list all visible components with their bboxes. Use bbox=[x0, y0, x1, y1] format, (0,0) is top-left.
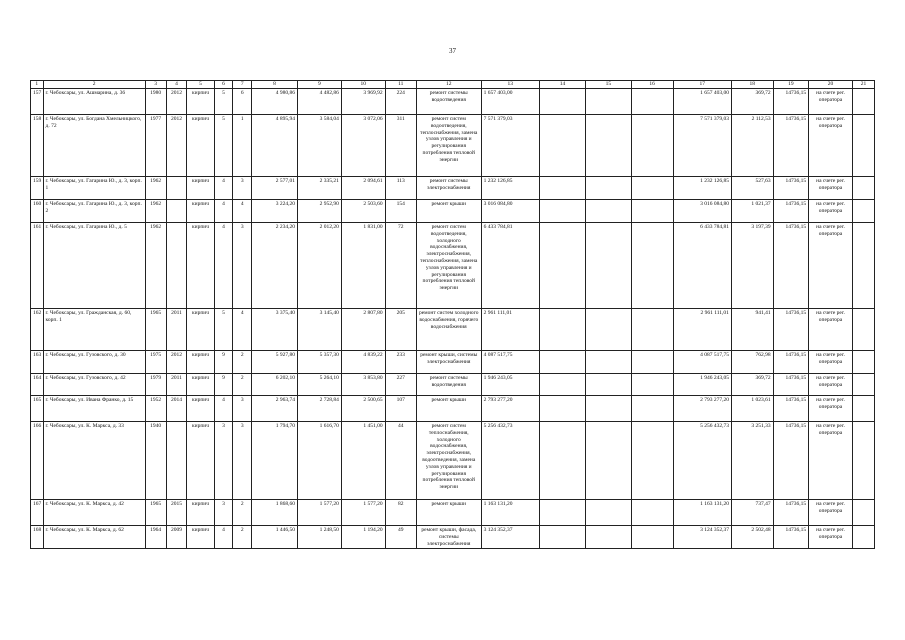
column-number-cell: 1 bbox=[31, 81, 44, 89]
cell-c15 bbox=[585, 526, 631, 549]
cell-acc: на счете рег. оператора bbox=[809, 422, 853, 500]
table-row bbox=[31, 526, 875, 549]
column-number-cell: 2 bbox=[43, 81, 145, 89]
cell-a3: 3 072,06 bbox=[341, 115, 385, 177]
cell-c15 bbox=[585, 374, 631, 396]
cell-own: 2 793 277,20 bbox=[673, 396, 731, 422]
column-number-row bbox=[31, 81, 875, 89]
cell-sum: 2 793 277,20 bbox=[481, 396, 539, 422]
cell-c21 bbox=[852, 422, 874, 500]
cell-fl: 9 bbox=[214, 351, 233, 374]
cell-res: 82 bbox=[385, 500, 416, 526]
cell-n: 160 bbox=[31, 200, 44, 223]
cell-y2: 2009 bbox=[166, 526, 187, 549]
cell-y1: 1952 bbox=[145, 396, 166, 422]
cell-a1: 1 794,70 bbox=[252, 422, 298, 500]
cell-n: 157 bbox=[31, 89, 44, 115]
cell-addr: г. Чебоксары, ул. К. Маркса, д. 33 bbox=[43, 422, 145, 500]
cell-fl: 4 bbox=[214, 177, 233, 200]
cell-acc: на счете рег. оператора bbox=[809, 200, 853, 223]
cell-y1: 1980 bbox=[145, 89, 166, 115]
cell-c21 bbox=[852, 223, 874, 309]
table-row bbox=[31, 200, 875, 223]
cell-own: 1 232 126,85 bbox=[673, 177, 731, 200]
cell-y2 bbox=[166, 223, 187, 309]
cell-a3: 3 853,80 bbox=[341, 374, 385, 396]
cell-mat: кирпич bbox=[187, 309, 214, 351]
cell-fl: 3 bbox=[214, 500, 233, 526]
cell-a1: 2 577,01 bbox=[252, 177, 298, 200]
cell-per: 762,98 bbox=[731, 351, 773, 374]
cell-acc: на счете рег. оператора bbox=[809, 374, 853, 396]
column-number-cell: 12 bbox=[416, 81, 481, 89]
cell-y1: 1979 bbox=[145, 374, 166, 396]
cell-c21 bbox=[852, 396, 874, 422]
column-number-cell: 15 bbox=[585, 81, 631, 89]
cell-mat: кирпич bbox=[187, 422, 214, 500]
cell-work: ремонт системы водоотведения bbox=[416, 89, 481, 115]
cell-fl: 5 bbox=[214, 309, 233, 351]
cell-a2: 5 264,10 bbox=[298, 374, 342, 396]
cell-work: ремонт систем теплоснабжения, холодного водоснабжения, электроснабжения, водоотведения, замена узлов управления и регулирования потребления тепловой энергии bbox=[416, 422, 481, 500]
cell-c16 bbox=[631, 351, 673, 374]
cell-n: 164 bbox=[31, 374, 44, 396]
cell-c14 bbox=[540, 309, 586, 351]
cell-c14 bbox=[540, 526, 586, 549]
cell-sum: 2 961 111,01 bbox=[481, 309, 539, 351]
cell-own: 1 946 243,05 bbox=[673, 374, 731, 396]
cell-en: 3 bbox=[233, 422, 252, 500]
cell-n: 158 bbox=[31, 115, 44, 177]
cell-y1: 1977 bbox=[145, 115, 166, 177]
cell-per: 527,63 bbox=[731, 177, 773, 200]
cell-c14 bbox=[540, 396, 586, 422]
cell-mat: кирпич bbox=[187, 177, 214, 200]
cell-y1: 1962 bbox=[145, 177, 166, 200]
cell-acc: на счете рег. оператора bbox=[809, 500, 853, 526]
capital-repair-register-table bbox=[30, 80, 875, 549]
cell-sum: 1 232 126,85 bbox=[481, 177, 539, 200]
cell-a3: 1 831,00 bbox=[341, 223, 385, 309]
cell-acc: на счете рег. оператора bbox=[809, 396, 853, 422]
cell-res: 311 bbox=[385, 115, 416, 177]
cell-a3: 2 503,60 bbox=[341, 200, 385, 223]
cell-acc: на счете рег. оператора bbox=[809, 351, 853, 374]
cell-en: 4 bbox=[233, 200, 252, 223]
cell-lim: 14736,15 bbox=[773, 309, 808, 351]
cell-fl: 4 bbox=[214, 396, 233, 422]
cell-y2: 2011 bbox=[166, 374, 187, 396]
cell-c15 bbox=[585, 422, 631, 500]
cell-c16 bbox=[631, 526, 673, 549]
cell-work: ремонт крыши bbox=[416, 200, 481, 223]
cell-a1: 4 980,86 bbox=[252, 89, 298, 115]
cell-addr: г. Чебоксары, ул. Гагарина Ю., д. 5 bbox=[43, 223, 145, 309]
cell-c14 bbox=[540, 223, 586, 309]
cell-y2: 2012 bbox=[166, 351, 187, 374]
cell-res: 113 bbox=[385, 177, 416, 200]
column-number-cell: 3 bbox=[145, 81, 166, 89]
cell-mat: кирпич bbox=[187, 115, 214, 177]
cell-addr: г. Чебоксары, ул. Гражданская, д. 60, корп. 1 bbox=[43, 309, 145, 351]
cell-y2 bbox=[166, 200, 187, 223]
cell-y1: 1965 bbox=[145, 309, 166, 351]
cell-c14 bbox=[540, 115, 586, 177]
column-number-cell: 9 bbox=[298, 81, 342, 89]
cell-res: 44 bbox=[385, 422, 416, 500]
cell-own: 7 571 379,03 bbox=[673, 115, 731, 177]
cell-mat: кирпич bbox=[187, 500, 214, 526]
cell-work: ремонт системы электроснабжения bbox=[416, 177, 481, 200]
cell-sum: 4 087 517,75 bbox=[481, 351, 539, 374]
cell-addr: г. Чебоксары, ул. Ашмарина, д. 36 bbox=[43, 89, 145, 115]
table-row bbox=[31, 374, 875, 396]
column-number-cell: 11 bbox=[385, 81, 416, 89]
cell-own: 5 256 432,73 bbox=[673, 422, 731, 500]
cell-c16 bbox=[631, 374, 673, 396]
cell-fl: 5 bbox=[214, 115, 233, 177]
cell-a3: 1 194,20 bbox=[341, 526, 385, 549]
cell-a1: 4 895,94 bbox=[252, 115, 298, 177]
column-number-cell: 5 bbox=[187, 81, 214, 89]
cell-n: 168 bbox=[31, 526, 44, 549]
cell-n: 167 bbox=[31, 500, 44, 526]
cell-n: 161 bbox=[31, 223, 44, 309]
cell-work: ремонт крыши, системы электроснабжения bbox=[416, 351, 481, 374]
cell-c15 bbox=[585, 177, 631, 200]
column-number-cell: 6 bbox=[214, 81, 233, 89]
cell-mat: кирпич bbox=[187, 223, 214, 309]
cell-acc: на счете рег. оператора bbox=[809, 526, 853, 549]
cell-lim: 14736,15 bbox=[773, 223, 808, 309]
cell-fl: 5 bbox=[214, 89, 233, 115]
cell-addr: г. Чебоксары, ул. Гагарина Ю., д. 3, корп. 2 bbox=[43, 200, 145, 223]
column-number-cell: 19 bbox=[773, 81, 808, 89]
column-number-cell: 20 bbox=[809, 81, 853, 89]
cell-per: 1 023,61 bbox=[731, 396, 773, 422]
cell-c16 bbox=[631, 396, 673, 422]
cell-lim: 14736,15 bbox=[773, 396, 808, 422]
cell-own: 3 124 352,37 bbox=[673, 526, 731, 549]
cell-c21 bbox=[852, 500, 874, 526]
cell-y1: 1962 bbox=[145, 223, 166, 309]
cell-en: 3 bbox=[233, 396, 252, 422]
cell-en: 2 bbox=[233, 526, 252, 549]
cell-en: 2 bbox=[233, 500, 252, 526]
cell-c21 bbox=[852, 526, 874, 549]
cell-acc: на счете рег. оператора bbox=[809, 89, 853, 115]
cell-res: 154 bbox=[385, 200, 416, 223]
cell-own: 4 087 517,75 bbox=[673, 351, 731, 374]
table-row bbox=[31, 396, 875, 422]
cell-own: 1 657 403,00 bbox=[673, 89, 731, 115]
cell-a2: 3 145,40 bbox=[298, 309, 342, 351]
cell-a2: 2 728,84 bbox=[298, 396, 342, 422]
cell-en: 6 bbox=[233, 89, 252, 115]
column-number-cell: 7 bbox=[233, 81, 252, 89]
cell-fl: 9 bbox=[214, 374, 233, 396]
cell-addr: г. Чебоксары, ул. Гузовского, д. 42 bbox=[43, 374, 145, 396]
cell-per: 369,72 bbox=[731, 374, 773, 396]
cell-per: 3 197,39 bbox=[731, 223, 773, 309]
cell-res: 72 bbox=[385, 223, 416, 309]
table-row bbox=[31, 309, 875, 351]
cell-res: 227 bbox=[385, 374, 416, 396]
cell-c14 bbox=[540, 351, 586, 374]
cell-acc: на счете рег. оператора bbox=[809, 177, 853, 200]
cell-a2: 1 577,20 bbox=[298, 500, 342, 526]
cell-c15 bbox=[585, 200, 631, 223]
cell-c21 bbox=[852, 309, 874, 351]
cell-a1: 3 224,20 bbox=[252, 200, 298, 223]
cell-addr: г. Чебоксары, ул. К. Маркса, д. 42 bbox=[43, 500, 145, 526]
cell-n: 159 bbox=[31, 177, 44, 200]
table-row bbox=[31, 422, 875, 500]
cell-n: 162 bbox=[31, 309, 44, 351]
cell-c21 bbox=[852, 351, 874, 374]
cell-sum: 3 124 352,37 bbox=[481, 526, 539, 549]
cell-en: 2 bbox=[233, 351, 252, 374]
cell-lim: 14736,15 bbox=[773, 115, 808, 177]
cell-en: 3 bbox=[233, 223, 252, 309]
cell-sum: 6 433 784,81 bbox=[481, 223, 539, 309]
column-number-cell: 16 bbox=[631, 81, 673, 89]
cell-a3: 2 500,65 bbox=[341, 396, 385, 422]
table-row bbox=[31, 115, 875, 177]
cell-en: 4 bbox=[233, 309, 252, 351]
cell-y1: 1965 bbox=[145, 500, 166, 526]
cell-a3: 4 839,22 bbox=[341, 351, 385, 374]
cell-acc: на счете рег. оператора bbox=[809, 115, 853, 177]
cell-work: ремонт систем водоотведения, теплоснабжения, замена узлов управления и регулирования потребления тепловой энергии bbox=[416, 115, 481, 177]
cell-addr: г. Чебоксары, ул. К. Маркса, д. 62 bbox=[43, 526, 145, 549]
cell-sum: 1 946 243,05 bbox=[481, 374, 539, 396]
cell-c15 bbox=[585, 351, 631, 374]
cell-c15 bbox=[585, 115, 631, 177]
cell-addr: г. Чебоксары, ул. Гагарина Ю., д. 3, корп. 1 bbox=[43, 177, 145, 200]
cell-a1: 1 868,60 bbox=[252, 500, 298, 526]
column-number-cell: 10 bbox=[341, 81, 385, 89]
table-row bbox=[31, 500, 875, 526]
cell-fl: 4 bbox=[214, 223, 233, 309]
cell-y2: 2012 bbox=[166, 115, 187, 177]
cell-work: ремонт крыши bbox=[416, 500, 481, 526]
cell-c21 bbox=[852, 200, 874, 223]
cell-c16 bbox=[631, 500, 673, 526]
cell-own: 1 163 131,20 bbox=[673, 500, 731, 526]
cell-a3: 1 451,00 bbox=[341, 422, 385, 500]
cell-res: 107 bbox=[385, 396, 416, 422]
column-number-cell: 17 bbox=[673, 81, 731, 89]
cell-mat: кирпич bbox=[187, 89, 214, 115]
cell-own: 3 016 084,80 bbox=[673, 200, 731, 223]
cell-y2 bbox=[166, 422, 187, 500]
cell-c21 bbox=[852, 177, 874, 200]
cell-c16 bbox=[631, 89, 673, 115]
cell-a3: 3 969,92 bbox=[341, 89, 385, 115]
column-number-cell: 21 bbox=[852, 81, 874, 89]
cell-sum: 3 016 084,80 bbox=[481, 200, 539, 223]
cell-a2: 1 248,50 bbox=[298, 526, 342, 549]
cell-mat: кирпич bbox=[187, 526, 214, 549]
column-number-cell: 13 bbox=[481, 81, 539, 89]
cell-lim: 14736,15 bbox=[773, 500, 808, 526]
cell-lim: 14736,15 bbox=[773, 422, 808, 500]
cell-c14 bbox=[540, 422, 586, 500]
cell-res: 205 bbox=[385, 309, 416, 351]
cell-per: 2 112,53 bbox=[731, 115, 773, 177]
cell-c16 bbox=[631, 177, 673, 200]
cell-work: ремонт крыши, фасада, системы электроснабжения bbox=[416, 526, 481, 549]
cell-c16 bbox=[631, 223, 673, 309]
cell-lim: 14736,15 bbox=[773, 177, 808, 200]
cell-c14 bbox=[540, 200, 586, 223]
cell-y2: 2011 bbox=[166, 309, 187, 351]
cell-c16 bbox=[631, 422, 673, 500]
cell-a1: 2 234,20 bbox=[252, 223, 298, 309]
cell-y1: 1962 bbox=[145, 200, 166, 223]
cell-c14 bbox=[540, 177, 586, 200]
table-row bbox=[31, 351, 875, 374]
cell-sum: 1 163 131,20 bbox=[481, 500, 539, 526]
column-number-cell: 4 bbox=[166, 81, 187, 89]
cell-c21 bbox=[852, 89, 874, 115]
cell-fl: 3 bbox=[214, 422, 233, 500]
cell-addr: г. Чебоксары, ул. Гузовского, д. 30 bbox=[43, 351, 145, 374]
cell-c21 bbox=[852, 115, 874, 177]
cell-a3: 1 577,20 bbox=[341, 500, 385, 526]
column-number-cell: 14 bbox=[540, 81, 586, 89]
cell-mat: кирпич bbox=[187, 200, 214, 223]
cell-own: 2 961 111,01 bbox=[673, 309, 731, 351]
cell-lim: 14736,15 bbox=[773, 374, 808, 396]
cell-c21 bbox=[852, 374, 874, 396]
cell-a2: 2 012,20 bbox=[298, 223, 342, 309]
cell-lim: 14736,15 bbox=[773, 200, 808, 223]
table-row bbox=[31, 223, 875, 309]
cell-c16 bbox=[631, 115, 673, 177]
cell-a1: 5 927,80 bbox=[252, 351, 298, 374]
cell-own: 6 433 784,81 bbox=[673, 223, 731, 309]
cell-lim: 14736,15 bbox=[773, 351, 808, 374]
cell-sum: 1 657 403,00 bbox=[481, 89, 539, 115]
cell-n: 166 bbox=[31, 422, 44, 500]
cell-fl: 4 bbox=[214, 200, 233, 223]
cell-n: 165 bbox=[31, 396, 44, 422]
cell-lim: 14736,15 bbox=[773, 89, 808, 115]
cell-a1: 1 446,50 bbox=[252, 526, 298, 549]
cell-per: 1 021,37 bbox=[731, 200, 773, 223]
cell-y1: 1940 bbox=[145, 422, 166, 500]
cell-work: ремонт систем водоотведения, холодного водоснабжения, электроснабжения, теплоснабжения, замена узлов управления и регулирования потребления тепловой энергии bbox=[416, 223, 481, 309]
cell-en: 3 bbox=[233, 177, 252, 200]
cell-sum: 5 256 432,73 bbox=[481, 422, 539, 500]
cell-c14 bbox=[540, 500, 586, 526]
cell-res: 233 bbox=[385, 351, 416, 374]
cell-c14 bbox=[540, 374, 586, 396]
cell-a2: 5 357,30 bbox=[298, 351, 342, 374]
cell-en: 2 bbox=[233, 374, 252, 396]
cell-fl: 4 bbox=[214, 526, 233, 549]
page-number: 37 bbox=[449, 47, 456, 55]
column-number-cell: 8 bbox=[252, 81, 298, 89]
cell-c15 bbox=[585, 223, 631, 309]
cell-a2: 1 616,70 bbox=[298, 422, 342, 500]
cell-n: 163 bbox=[31, 351, 44, 374]
cell-a1: 2 963,74 bbox=[252, 396, 298, 422]
cell-addr: г. Чебоксары, ул. Богдана Хмельницкого, д. 72 bbox=[43, 115, 145, 177]
cell-per: 3 251,33 bbox=[731, 422, 773, 500]
cell-mat: кирпич bbox=[187, 351, 214, 374]
cell-y2: 2014 bbox=[166, 396, 187, 422]
table-row bbox=[31, 89, 875, 115]
cell-a2: 3 584,04 bbox=[298, 115, 342, 177]
column-number-cell: 18 bbox=[731, 81, 773, 89]
cell-per: 737,47 bbox=[731, 500, 773, 526]
cell-acc: на счете рег. оператора bbox=[809, 309, 853, 351]
cell-work: ремонт крыши bbox=[416, 396, 481, 422]
cell-a3: 2 807,80 bbox=[341, 309, 385, 351]
cell-a2: 2 952,90 bbox=[298, 200, 342, 223]
cell-a1: 3 375,40 bbox=[252, 309, 298, 351]
cell-sum: 7 571 379,03 bbox=[481, 115, 539, 177]
cell-a2: 4 482,86 bbox=[298, 89, 342, 115]
cell-c15 bbox=[585, 309, 631, 351]
cell-c15 bbox=[585, 500, 631, 526]
cell-a2: 2 335,21 bbox=[298, 177, 342, 200]
cell-c16 bbox=[631, 309, 673, 351]
cell-per: 2 502,48 bbox=[731, 526, 773, 549]
cell-mat: кирпич bbox=[187, 396, 214, 422]
cell-addr: г. Чебоксары, ул. Ивана Франко, д. 15 bbox=[43, 396, 145, 422]
cell-c16 bbox=[631, 200, 673, 223]
cell-mat: кирпич bbox=[187, 374, 214, 396]
cell-per: 369,72 bbox=[731, 89, 773, 115]
cell-a3: 2 094,61 bbox=[341, 177, 385, 200]
cell-y2: 2012 bbox=[166, 89, 187, 115]
cell-c15 bbox=[585, 396, 631, 422]
cell-en: 1 bbox=[233, 115, 252, 177]
cell-work: ремонт системы водоотведения bbox=[416, 374, 481, 396]
cell-res: 49 bbox=[385, 526, 416, 549]
cell-work: ремонт систем холодного водоснабжения, горячего водоснабжения bbox=[416, 309, 481, 351]
cell-per: 941,41 bbox=[731, 309, 773, 351]
cell-res: 224 bbox=[385, 89, 416, 115]
cell-c14 bbox=[540, 89, 586, 115]
cell-a1: 6 202,10 bbox=[252, 374, 298, 396]
cell-y1: 1975 bbox=[145, 351, 166, 374]
cell-c15 bbox=[585, 89, 631, 115]
cell-y2: 2015 bbox=[166, 500, 187, 526]
cell-y2 bbox=[166, 177, 187, 200]
cell-y1: 1964 bbox=[145, 526, 166, 549]
table-row bbox=[31, 177, 875, 200]
cell-lim: 14736,15 bbox=[773, 526, 808, 549]
cell-acc: на счете рег. оператора bbox=[809, 223, 853, 309]
